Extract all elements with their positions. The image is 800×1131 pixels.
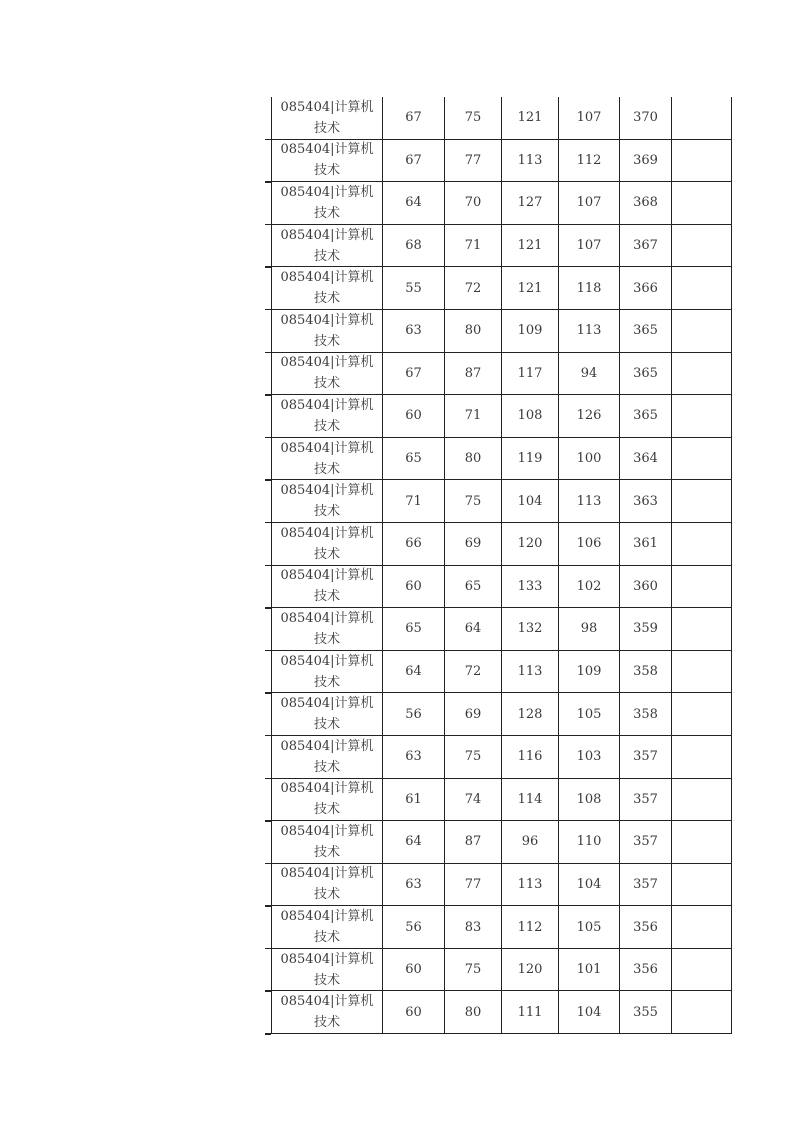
major-code: 085404|计算机 [280, 738, 374, 754]
score1-cell: 64 [382, 182, 444, 224]
score2-cell: 87 [444, 821, 501, 863]
score2-cell: 69 [444, 693, 501, 735]
major-name: 技术 [313, 248, 340, 264]
major-name: 技术 [313, 461, 340, 477]
note-cell [671, 608, 732, 650]
score4-cell: 126 [558, 395, 619, 437]
score1-cell: 65 [382, 608, 444, 650]
score1-cell: 60 [382, 949, 444, 991]
table-row [271, 353, 732, 396]
table-row [271, 651, 732, 694]
table-row [271, 864, 732, 907]
major-cell [271, 736, 382, 778]
major-name: 技术 [313, 802, 340, 818]
major-name: 技术 [313, 291, 340, 307]
major-name: 技术 [313, 930, 340, 946]
major-code: 085404|计算机 [280, 653, 374, 669]
major-code: 085404|计算机 [280, 823, 374, 839]
note-cell [671, 523, 732, 565]
score1-cell: 68 [382, 225, 444, 267]
note-cell [671, 267, 732, 309]
score3-cell: 96 [501, 821, 558, 863]
score1-cell: 63 [382, 310, 444, 352]
note-cell [671, 566, 732, 608]
score2-cell: 75 [444, 97, 501, 139]
score1-cell: 60 [382, 991, 444, 1033]
score3-cell: 132 [501, 608, 558, 650]
major-cell [271, 906, 382, 948]
major-name: 技术 [313, 1015, 340, 1031]
major-code: 085404|计算机 [280, 909, 374, 925]
table-row [271, 310, 732, 353]
note-cell [671, 225, 732, 267]
score2-cell: 71 [444, 225, 501, 267]
score2-cell: 72 [444, 651, 501, 693]
table-row [271, 991, 732, 1034]
major-cell [271, 693, 382, 735]
score2-cell: 80 [444, 991, 501, 1033]
major-cell [271, 310, 382, 352]
score2-cell: 77 [444, 140, 501, 182]
major-cell [271, 608, 382, 650]
major-code: 085404|计算机 [280, 270, 374, 286]
note-cell [671, 906, 732, 948]
score2-cell: 75 [444, 736, 501, 778]
table-row [271, 267, 732, 310]
major-name: 技术 [313, 504, 340, 520]
score2-cell: 74 [444, 779, 501, 821]
major-name: 技术 [313, 717, 340, 733]
score2-cell: 83 [444, 906, 501, 948]
table-row [271, 140, 732, 183]
total-cell: 365 [619, 353, 671, 395]
major-cell [271, 438, 382, 480]
total-cell: 364 [619, 438, 671, 480]
score4-cell: 118 [558, 267, 619, 309]
major-name: 技术 [313, 546, 340, 562]
table-row [271, 523, 732, 566]
total-cell: 363 [619, 480, 671, 522]
score3-cell: 109 [501, 310, 558, 352]
major-name: 技术 [313, 631, 340, 647]
major-cell [271, 523, 382, 565]
score1-cell: 67 [382, 140, 444, 182]
score3-cell: 121 [501, 225, 558, 267]
note-cell [671, 779, 732, 821]
score4-cell: 104 [558, 864, 619, 906]
note-cell [671, 736, 732, 778]
note-cell [671, 97, 732, 139]
score3-cell: 113 [501, 864, 558, 906]
note-cell [671, 651, 732, 693]
total-cell: 369 [619, 140, 671, 182]
score1-cell: 63 [382, 864, 444, 906]
score2-cell: 71 [444, 395, 501, 437]
total-cell: 357 [619, 864, 671, 906]
score4-cell: 104 [558, 991, 619, 1033]
score2-cell: 77 [444, 864, 501, 906]
major-code: 085404|计算机 [280, 866, 374, 882]
score1-cell: 56 [382, 906, 444, 948]
major-code: 085404|计算机 [280, 951, 374, 967]
score3-cell: 128 [501, 693, 558, 735]
score4-cell: 112 [558, 140, 619, 182]
major-code: 085404|计算机 [280, 142, 374, 158]
major-cell [271, 267, 382, 309]
total-cell: 358 [619, 651, 671, 693]
note-cell [671, 864, 732, 906]
major-code: 085404|计算机 [280, 312, 374, 328]
score4-cell: 113 [558, 310, 619, 352]
total-cell: 357 [619, 821, 671, 863]
score1-cell: 64 [382, 821, 444, 863]
score3-cell: 104 [501, 480, 558, 522]
total-cell: 367 [619, 225, 671, 267]
score4-cell: 107 [558, 182, 619, 224]
major-name: 技术 [313, 205, 340, 221]
total-cell: 356 [619, 906, 671, 948]
score2-cell: 75 [444, 949, 501, 991]
score2-cell: 75 [444, 480, 501, 522]
major-cell [271, 480, 382, 522]
table-row [271, 97, 732, 140]
table-row [271, 693, 732, 736]
score1-cell: 66 [382, 523, 444, 565]
note-cell [671, 353, 732, 395]
score3-cell: 111 [501, 991, 558, 1033]
major-code: 085404|计算机 [280, 610, 374, 626]
score1-cell: 60 [382, 395, 444, 437]
score1-cell: 67 [382, 97, 444, 139]
score2-cell: 65 [444, 566, 501, 608]
major-code: 085404|计算机 [280, 99, 374, 115]
total-cell: 355 [619, 991, 671, 1033]
table-row [271, 480, 732, 523]
score4-cell: 108 [558, 779, 619, 821]
score3-cell: 114 [501, 779, 558, 821]
major-code: 085404|计算机 [280, 568, 374, 584]
total-cell: 359 [619, 608, 671, 650]
table-row [271, 395, 732, 438]
major-cell [271, 779, 382, 821]
major-name: 技术 [313, 376, 340, 392]
score3-cell: 113 [501, 651, 558, 693]
score4-cell: 98 [558, 608, 619, 650]
score1-cell: 64 [382, 651, 444, 693]
total-cell: 357 [619, 736, 671, 778]
score3-cell: 121 [501, 97, 558, 139]
score3-cell: 113 [501, 140, 558, 182]
major-cell [271, 991, 382, 1033]
score4-cell: 105 [558, 693, 619, 735]
score2-cell: 64 [444, 608, 501, 650]
major-cell [271, 353, 382, 395]
major-code: 085404|计算机 [280, 696, 374, 712]
major-code: 085404|计算机 [280, 355, 374, 371]
total-cell: 358 [619, 693, 671, 735]
total-cell: 361 [619, 523, 671, 565]
score4-cell: 102 [558, 566, 619, 608]
major-code: 085404|计算机 [280, 184, 374, 200]
score4-cell: 109 [558, 651, 619, 693]
major-name: 技术 [313, 759, 340, 775]
major-code: 085404|计算机 [280, 227, 374, 243]
score3-cell: 133 [501, 566, 558, 608]
table-row [271, 608, 732, 651]
major-name: 技术 [313, 844, 340, 860]
major-cell [271, 225, 382, 267]
note-cell [671, 821, 732, 863]
score2-cell: 87 [444, 353, 501, 395]
major-name: 技术 [313, 972, 340, 988]
score4-cell: 113 [558, 480, 619, 522]
table-row [271, 566, 732, 609]
note-cell [671, 949, 732, 991]
score4-cell: 107 [558, 225, 619, 267]
total-cell: 360 [619, 566, 671, 608]
score1-cell: 61 [382, 779, 444, 821]
major-name: 技术 [313, 163, 340, 179]
note-cell [671, 182, 732, 224]
major-cell [271, 651, 382, 693]
major-code: 085404|计算机 [280, 781, 374, 797]
score1-cell: 55 [382, 267, 444, 309]
score3-cell: 112 [501, 906, 558, 948]
major-cell [271, 140, 382, 182]
score3-cell: 127 [501, 182, 558, 224]
score3-cell: 117 [501, 353, 558, 395]
score3-cell: 120 [501, 523, 558, 565]
score4-cell: 100 [558, 438, 619, 480]
score1-cell: 65 [382, 438, 444, 480]
score3-cell: 121 [501, 267, 558, 309]
major-cell [271, 97, 382, 139]
score4-cell: 105 [558, 906, 619, 948]
score3-cell: 116 [501, 736, 558, 778]
score4-cell: 110 [558, 821, 619, 863]
major-code: 085404|计算机 [280, 397, 374, 413]
major-code: 085404|计算机 [280, 440, 374, 456]
score4-cell: 101 [558, 949, 619, 991]
table-row [271, 736, 732, 779]
score-table [271, 97, 732, 1034]
score2-cell: 72 [444, 267, 501, 309]
score3-cell: 108 [501, 395, 558, 437]
score4-cell: 103 [558, 736, 619, 778]
major-cell [271, 182, 382, 224]
total-cell: 356 [619, 949, 671, 991]
score1-cell: 63 [382, 736, 444, 778]
note-cell [671, 395, 732, 437]
note-cell [671, 140, 732, 182]
table-row [271, 949, 732, 992]
total-cell: 357 [619, 779, 671, 821]
major-name: 技术 [313, 589, 340, 605]
major-cell [271, 821, 382, 863]
score4-cell: 107 [558, 97, 619, 139]
table-row [271, 906, 732, 949]
score4-cell: 106 [558, 523, 619, 565]
major-code: 085404|计算机 [280, 525, 374, 541]
table-row [271, 225, 732, 268]
score1-cell: 71 [382, 480, 444, 522]
major-name: 技术 [313, 120, 340, 136]
total-cell: 365 [619, 395, 671, 437]
major-cell [271, 395, 382, 437]
table-row [271, 438, 732, 481]
score1-cell: 60 [382, 566, 444, 608]
total-cell: 370 [619, 97, 671, 139]
score3-cell: 120 [501, 949, 558, 991]
score2-cell: 70 [444, 182, 501, 224]
score4-cell: 94 [558, 353, 619, 395]
table-row [271, 779, 732, 822]
score1-cell: 67 [382, 353, 444, 395]
total-cell: 366 [619, 267, 671, 309]
major-name: 技术 [313, 887, 340, 903]
score2-cell: 80 [444, 310, 501, 352]
total-cell: 365 [619, 310, 671, 352]
major-name: 技术 [313, 418, 340, 434]
total-cell: 368 [619, 182, 671, 224]
major-name: 技术 [313, 333, 340, 349]
major-code: 085404|计算机 [280, 483, 374, 499]
table-row [271, 821, 732, 864]
score3-cell: 119 [501, 438, 558, 480]
score2-cell: 69 [444, 523, 501, 565]
score1-cell: 56 [382, 693, 444, 735]
note-cell [671, 480, 732, 522]
major-code: 085404|计算机 [280, 994, 374, 1010]
score2-cell: 80 [444, 438, 501, 480]
note-cell [671, 991, 732, 1033]
major-name: 技术 [313, 674, 340, 690]
table-row [271, 182, 732, 225]
note-cell [671, 693, 732, 735]
major-cell [271, 566, 382, 608]
major-cell [271, 949, 382, 991]
note-cell [671, 438, 732, 480]
note-cell [671, 310, 732, 352]
major-cell [271, 864, 382, 906]
